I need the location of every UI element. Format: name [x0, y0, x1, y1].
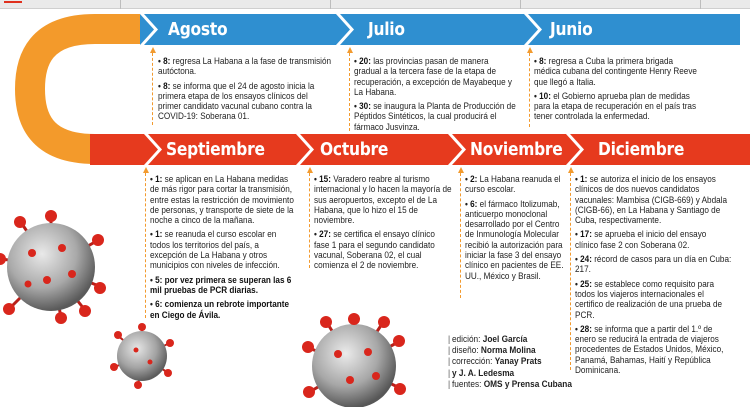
event-day: 8:: [163, 56, 171, 66]
event-text: se establece como requisito para todos los viajeros internacionales el certifico de realización de una prueba de PCR.: [575, 278, 723, 320]
event-day: 20:: [359, 56, 371, 66]
event-text: por vez primera se superan las 6 mil pruebas de PCR diarias.: [150, 274, 292, 295]
connector-line: [145, 173, 146, 318]
top-strip-tick: [330, 0, 331, 9]
month-title-junio: Junio: [550, 19, 593, 40]
credits-block: [448, 334, 572, 390]
event-item: • 24: récord de casos para un día en Cuba: 217.: [575, 254, 732, 275]
credit-row: | y J. A. Ledesma: [448, 367, 515, 378]
event-day: 6:: [470, 198, 478, 209]
event-day: 28:: [580, 323, 592, 334]
connector-arrow-icon: [307, 167, 313, 173]
event-item: • 28: se informa que a partir del 1.º de enero se reducirá la entrada de viajeros procedentes de Estados Unidos, México, Panamá, Bahamas, Haití y República Dominicana.: [575, 323, 724, 376]
event-text: récord de casos para un día en Cuba: 217.: [575, 254, 732, 275]
coronavirus-icon: [300, 310, 408, 407]
chevron-arrow-icon: [134, 14, 164, 45]
event-day: 8:: [163, 80, 171, 91]
top-strip-tick: [700, 0, 701, 9]
event-item: • 5: por vez primera se superan las 6 mil pruebas de PCR diarias.: [150, 274, 292, 295]
septiembre-events: [150, 174, 295, 324]
event-item: • 1: se reanuda el curso escolar en todos los territorios del país, a excepción de La Habana y otros municipios con niveles de infección.: [150, 229, 280, 271]
month-title-octubre: Octubre: [320, 139, 389, 160]
event-day: 17:: [580, 229, 592, 240]
event-item: • 20: las provincias pasan de manera gradual a la tercera fase de la etapa de recuperación, a excepción de Mayabeque y La Habana.: [354, 56, 512, 97]
event-day: 2:: [470, 174, 478, 184]
event-item: • 17: se aprueba el inicio del ensayo clínico fase 2 con Soberana 02.: [575, 229, 707, 250]
event-item: • 2: La Habana reanuda el curso escolar.: [465, 174, 561, 195]
chevron-arrow-icon: [330, 14, 360, 45]
event-item: • 27: se certifica el ensayo clínico fase 1 para el segundo candidato vacunal, Soberana 02, el cual comienza el 2 de noviembre.: [314, 229, 435, 271]
event-item: • 15: Varadero reabre al turismo internacional y lo hacen la mayoría de sus aeropuertos, excepto el de La Habana, que lo hizo el 15 de noviembre.: [314, 174, 452, 226]
event-day: 24:: [580, 254, 592, 265]
credit-value: y J. A. Ledesma: [451, 367, 515, 378]
month-title-septiembre: Septiembre: [166, 139, 265, 160]
coronavirus-icon: [108, 322, 176, 390]
event-text: el Gobierno aprueba plan de medidas para la etapa de recuperación en el país tras tener controlada la enfermedad.: [534, 90, 697, 122]
octubre-events: [314, 174, 452, 275]
event-text: se aplican en La Habana medidas de más rigor para cortar la transmisión, entre estas la restricción de movimiento de personas, y transporte de siete de la noche a cinco de la mañana.: [150, 174, 294, 226]
event-text: regresa a Cuba la primera brigada médica cubana del contingente Henry Reeve que llegó a Italia.: [534, 56, 697, 87]
credit-row: | fuentes: OMS y Prensa Cubana: [448, 378, 572, 389]
connector-line: [309, 173, 310, 268]
connector-line: [460, 173, 461, 298]
event-text: regresa La Habana a la fase de transmisión autóctona.: [158, 56, 332, 77]
event-text: comienza un rebrote importante en Ciego de Ávila.: [150, 299, 289, 320]
chevron-arrow-icon: [290, 134, 320, 165]
credit-row: | edición: Joel García: [448, 334, 528, 344]
connector-arrow-icon: [527, 47, 533, 53]
connector-line: [152, 53, 153, 125]
junio-events: [534, 56, 698, 126]
credit-value: OMS y Prensa Cubana: [483, 378, 572, 389]
event-item: • 6: comienza un rebrote importante en Ciego de Ávila.: [150, 299, 289, 320]
chevron-arrow-icon: [560, 134, 590, 165]
chevron-arrow-icon: [442, 134, 472, 165]
event-text: se autoriza el inicio de los ensayos clínicos de dos nuevos candidatos vacunales: Mambisa (CIGB-669) y Abdala (CIGB-66), en La Habana y Santiago de Cuba, respectivamente.: [575, 174, 728, 226]
event-item: • 25: se establece como requisito para todos los viajeros internacionales el certifico de realización de una prueba de PCR.: [575, 278, 723, 320]
connector-arrow-icon: [150, 47, 156, 53]
event-day: 15:: [319, 174, 331, 184]
month-title-diciembre: Diciembre: [598, 139, 685, 160]
event-item: • 10: el Gobierno aprueba plan de medidas para la etapa de recuperación en el país tras tener controlada la enfermedad.: [534, 90, 697, 122]
event-day: 1:: [155, 174, 163, 184]
event-day: 8:: [539, 56, 547, 66]
credit-label: edición:: [451, 334, 481, 344]
event-text: se informa que a partir del 1.º de enero se reducirá la entrada de viajeros procedentes de Estados Unidos, México, Panamá, Bahamas, Haití y República Dominicana.: [575, 323, 724, 376]
event-day: 5:: [155, 274, 163, 285]
credit-value: Joel García: [482, 334, 528, 344]
event-text: las provincias pasan de manera gradual a la tercera fase de la etapa de recuperación, a excepción de Mayabeque y La Habana.: [354, 56, 512, 97]
chevron-arrow-icon: [518, 14, 548, 45]
event-text: Varadero reabre al turismo internacional y lo hacen la mayoría de sus aeropuertos, excepto el de La Habana, que lo hizo el 15 de noviembre.: [314, 174, 452, 226]
event-text: se reanuda el curso escolar en todos los territorios del país, a excepción de La Habana y otros municipios con niveles de infección.: [150, 229, 280, 271]
event-item: • 8: regresa La Habana a la fase de transmisión autóctona.: [158, 56, 332, 77]
connector-line: [529, 53, 530, 127]
julio-events: [354, 56, 518, 136]
event-day: 1:: [580, 174, 588, 184]
event-day: 10:: [539, 90, 551, 101]
agosto-events: [158, 56, 333, 126]
connector-arrow-icon: [458, 167, 464, 173]
event-day: 30:: [359, 101, 371, 112]
credit-value: Yanay Prats: [494, 356, 542, 367]
month-title-agosto: Agosto: [168, 19, 228, 40]
connector-arrow-icon: [347, 47, 353, 53]
credit-label: corrección:: [451, 356, 493, 367]
event-text: se aprueba el inicio del ensayo clínico fase 2 con Soberana 02.: [575, 229, 707, 250]
event-day: 25:: [580, 278, 592, 289]
event-day: 6:: [155, 299, 163, 310]
event-text: se certifica el ensayo clínico fase 1 para el segundo candidato vacunal, Soberana 02, el cual comienza el 2 de noviembre.: [314, 229, 435, 271]
event-item: • 1: se autoriza el inicio de los ensayos clínicos de dos nuevos candidatos vacunales: Mambisa (CIGB-669) y Abdala (CIGB-66), en La Habana y Santiago de Cuba, respectivamente.: [575, 174, 728, 226]
top-strip-tick: [520, 0, 521, 9]
coronavirus-icon: [0, 208, 110, 326]
credit-row: | diseño: Norma Molina: [448, 345, 536, 356]
chevron-arrow-icon: [138, 134, 168, 165]
event-text: se informa que el 24 de agosto inicia la primera etapa de los ensayos clínicos del primer candidato vacunal cubano contra la COVID-19: Soberana 01.: [158, 80, 315, 122]
event-day: 27:: [319, 229, 331, 240]
connector-arrow-icon: [143, 167, 149, 173]
month-title-noviembre: Noviembre: [470, 139, 563, 160]
credit-label: fuentes:: [451, 378, 482, 389]
event-item: • 6: el fármaco Itolizumab, anticuerpo monoclonal desarrollado por el Centro de Inmunología Molecular recibió la autorización para iniciar la fase 3 del ensayo clínico en pacientes de EE. UU., México y Brasil.: [465, 198, 564, 281]
timeline-band-top: [140, 14, 740, 45]
connector-line: [349, 53, 350, 131]
event-text: se inaugura la Planta de Producción de Péptidos Sintéticos, la cual producirá el fármaco Jusvinza.: [354, 101, 516, 132]
connector-arrow-icon: [568, 167, 574, 173]
event-item: • 8: se informa que el 24 de agosto inicia la primera etapa de los ensayos clínicos del primer candidato vacunal cubano contra la COVID-19: Soberana 01.: [158, 80, 315, 122]
credit-label: diseño:: [451, 345, 479, 356]
event-day: 1:: [155, 229, 163, 240]
event-text: el fármaco Itolizumab, anticuerpo monoclonal desarrollado por el Centro de Inmunología Molecular recibió la autorización para iniciar la fase 3 del ensayo clínico en pacientes de EE. UU., México y Brasil.: [465, 198, 564, 281]
credit-row: | corrección: Yanay Prats: [448, 356, 542, 367]
event-text: La Habana reanuda el curso escolar.: [465, 174, 561, 195]
event-item: • 1: se aplican en La Habana medidas de más rigor para cortar la transmisión, entre estas la restricción de movimiento de personas, y transporte de siete de la noche a cinco de la mañana.: [150, 174, 294, 226]
event-item: • 8: regresa a Cuba la primera brigada médica cubana del contingente Henry Reeve que llegó a Italia.: [534, 56, 697, 87]
noviembre-events: [465, 174, 564, 285]
diciembre-events: [575, 174, 731, 379]
credit-value: Norma Molina: [480, 345, 536, 356]
month-title-julio: Julio: [368, 19, 405, 40]
event-item: • 30: se inaugura la Planta de Producción de Péptidos Sintéticos, la cual producirá el fármaco Jusvinza.: [354, 101, 516, 132]
